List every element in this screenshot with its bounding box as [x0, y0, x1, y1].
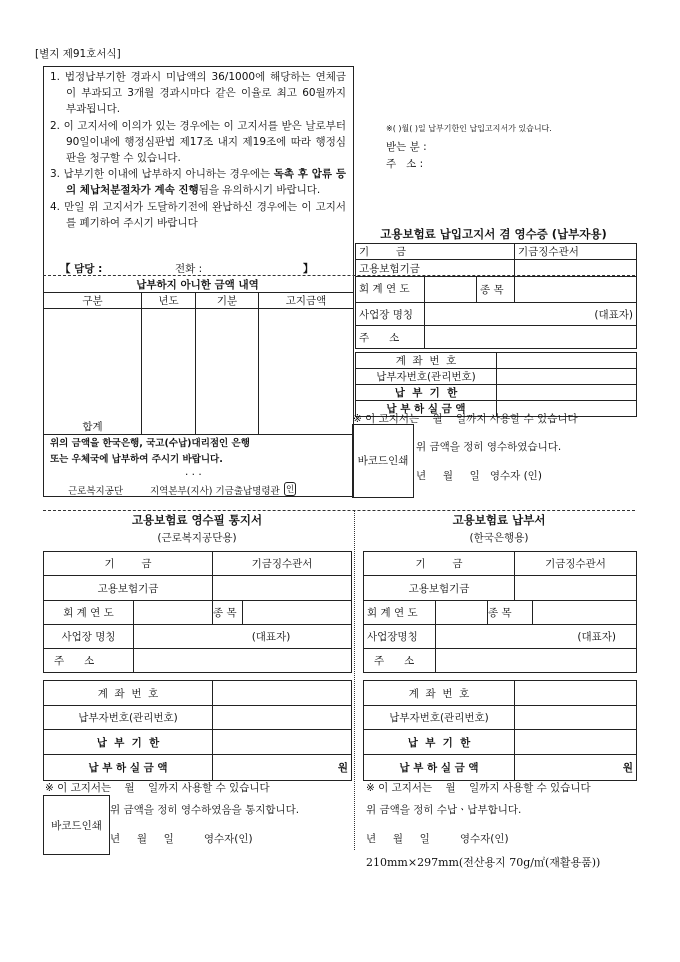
contact-phone: 전화 :	[175, 263, 203, 275]
issuer: 근로복지공단	[68, 486, 124, 497]
issuer-officer: 지역본부(지사) 기금출납명령관	[150, 486, 280, 497]
fiscal-year-label: 회 계 연 도	[44, 601, 134, 625]
payer-info-table	[355, 243, 637, 349]
won-unit: 원	[213, 755, 352, 781]
notice-receipt-subtitle: (근로복지공단용)	[157, 532, 237, 544]
item-label: 종 목	[477, 277, 515, 303]
payer-no-label: 납부자번호(관리번호)	[356, 369, 497, 385]
business-name-label: 사업장 명칭	[44, 625, 134, 649]
slip-payment-table	[363, 680, 637, 781]
bank-note-2: 또는 우체국에 납부하여 주시기 바랍니다.	[50, 454, 223, 465]
payer-payment-table	[355, 352, 637, 417]
business-name-label: 사업장 명칭	[356, 303, 425, 326]
seal-mark: 인	[284, 482, 296, 496]
date-sign: 년 월 일 영수자(인)	[110, 833, 253, 845]
unpaid-table	[43, 292, 354, 435]
notice-2: 2. 이 고지서에 이의가 있는 경우에는 이 고지서를 받은 날로부터 90일이내에 행정심판법 제17조 내지 제19조에 따라 행정심판을 청구할 수 있습니다.	[50, 119, 346, 165]
unpaid-title: 납부하지 아니한 금액 내역	[136, 279, 259, 291]
fund-name: 고용보험기금	[364, 576, 515, 601]
item-field[interactable]	[533, 601, 637, 625]
account-no-label: 계 좌 번 호	[364, 681, 515, 706]
total-label: 합계	[44, 309, 142, 435]
amount-label: 납 부 하 실 금 액	[364, 755, 515, 781]
barcode-label: 바코드인쇄	[51, 820, 102, 832]
contact-open: 【 담당 :	[60, 263, 103, 275]
collector-label: 기금징수관서	[515, 552, 637, 576]
col-period: 기분	[196, 293, 259, 309]
valid-until: ※ 이 고지서는 월 일까지 사용할 수 있습니다	[366, 782, 591, 794]
barcode-label: 바코드인쇄	[357, 455, 409, 467]
collector-label: 기금징수관서	[213, 552, 352, 576]
fund-label: 기 금	[356, 244, 515, 260]
won-unit: 원	[515, 755, 637, 781]
representative-label: (대표자)	[436, 625, 637, 649]
item-field[interactable]	[515, 277, 637, 303]
cut-line-3	[354, 510, 355, 850]
address-field[interactable]	[436, 649, 637, 673]
notice-1: 1. 법정납부기한 경과시 미납액의 36/1000에 해당하는 연체금이 부과되고 3개월 경과시마다 같은 이율로 최고 60월까지 부과됩니다.	[50, 71, 346, 116]
fiscal-year-field[interactable]	[436, 601, 488, 625]
due-date-label: 납 부 기 한	[44, 730, 213, 755]
address-label: 주 소	[364, 649, 436, 673]
received-text: 위 금액을 정히 수납ㆍ납부합니다.	[366, 804, 522, 816]
recipient-address-label: 주 소 :	[386, 158, 424, 170]
representative-label: (대표자)	[425, 303, 637, 326]
address-label: 주 소	[356, 326, 425, 349]
date-sign: 년 월 일 영수자 (인)	[416, 470, 542, 482]
address-field[interactable]	[134, 649, 352, 673]
item-label: 종 목	[488, 601, 533, 625]
payer-no-label: 납부자번호(관리번호)	[364, 706, 515, 730]
paper-spec: 210mm×297mm(전산용지 70g/㎡(재활용품))	[366, 856, 601, 869]
business-name-label: 사업장명칭	[364, 625, 436, 649]
col-year: 년도	[142, 293, 196, 309]
notice-3-end: 됨을 유의하시기 바랍니다.	[198, 184, 321, 197]
bank-note-1: 위의 금액을 한국은행, 국고(수납)대리점인 은행	[50, 438, 250, 449]
account-no-label: 계 좌 번 호	[356, 353, 497, 369]
valid-until: ※ 이 고지서는 월 일까지 사용할 수 있습니다	[353, 413, 578, 425]
due-date-label: 납 부 기 한	[364, 730, 515, 755]
account-no-label: 계 좌 번 호	[44, 681, 213, 706]
fiscal-year-label: 회 계 연 도	[364, 601, 436, 625]
date-dots: . . .	[185, 466, 202, 478]
received-text: 위 금액을 정히 영수하였음을 통지합니다.	[110, 804, 300, 816]
address-label: 주 소	[44, 649, 134, 673]
address-field[interactable]	[425, 326, 637, 349]
notice-4: 4. 만일 위 고지서가 도달하기전에 완납하신 경우에는 이 고지서를 폐기하여 주시기 바랍니다	[50, 200, 346, 229]
prior-notice: ※( )월( )일 납부기한인 납입고지서가 있습니다.	[386, 124, 552, 133]
fund-name: 고용보험기금	[356, 260, 515, 277]
barcode-box	[43, 795, 110, 855]
received-text: 위 금액을 정히 영수하였습니다.	[416, 441, 562, 453]
amount-label: 납 부 하 실 금 액	[356, 401, 497, 417]
barcode-box	[352, 424, 414, 498]
fund-label: 기 금	[364, 552, 515, 576]
fiscal-year-label: 회 계 연 도	[356, 277, 425, 303]
fiscal-year-field[interactable]	[425, 277, 477, 303]
representative-label: (대표자)	[134, 625, 352, 649]
notice-receipt-title: 고용보험료 영수필 통지서	[131, 513, 263, 527]
col-amount: 고지금액	[259, 293, 354, 309]
item-label: 종 목	[213, 601, 243, 625]
cut-line-2	[43, 510, 635, 511]
notice-3	[50, 166, 346, 198]
fiscal-year-field[interactable]	[134, 601, 213, 625]
slip-info-table	[363, 551, 637, 673]
contact-close: 】	[303, 263, 314, 275]
notice-payment-table	[43, 680, 352, 781]
payer-no-label: 납부자번호(관리번호)	[44, 706, 213, 730]
notice-list	[50, 69, 346, 231]
notice-info-table	[43, 551, 352, 673]
fund-name: 고용보험기금	[44, 576, 213, 601]
fund-label: 기 금	[44, 552, 213, 576]
item-field[interactable]	[243, 601, 352, 625]
notice-3-text: 3. 납부기한 이내에 납부하지 아니하는 경우에는	[50, 168, 274, 181]
payment-slip-subtitle: (한국은행용)	[469, 532, 529, 544]
recipient-name-label: 받는 분 :	[386, 141, 427, 153]
form-number: [별지 제91호서식]	[35, 48, 121, 60]
valid-until: ※ 이 고지서는 월 일까지 사용할 수 있습니다	[45, 782, 270, 794]
collector-label: 기금징수관서	[515, 244, 637, 260]
due-date-label: 납 부 기 한	[356, 385, 497, 401]
col-category: 구분	[44, 293, 142, 309]
amount-label: 납 부 하 실 금 액	[44, 755, 213, 781]
payment-slip-title: 고용보험료 납부서	[452, 513, 546, 527]
payer-receipt-title: 고용보험료 납입고지서 겸 영수증 (납부자용)	[380, 227, 607, 241]
date-sign: 년 월 일 영수자(인)	[366, 833, 509, 845]
notice-3-bold: 독촉 후 압류 등의 체납처분절차가 계속 진행	[66, 168, 346, 197]
